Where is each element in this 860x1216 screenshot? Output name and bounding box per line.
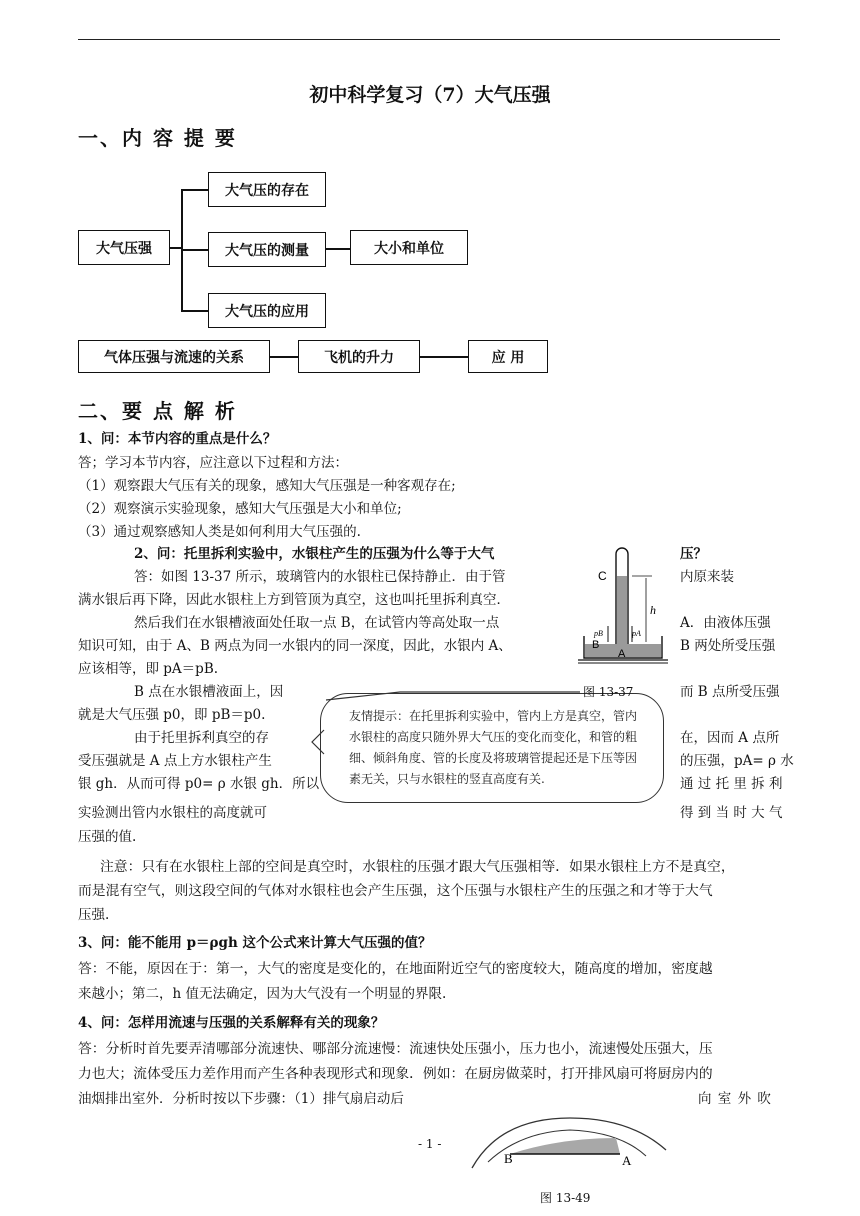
map-node-measurement: 大气压的测量	[208, 232, 326, 267]
connector	[181, 249, 208, 251]
airflow-figure	[470, 1110, 670, 1180]
answer-1-item-2: （2）观察演示实验现象，感知大气压强是大小和单位;	[78, 501, 402, 517]
map-node-root: 大气压强	[78, 230, 170, 265]
answer-2-line: 然后我们在水银槽液面处任取一点 B，在试管内等高处取一点	[134, 615, 500, 631]
question-2: 2、问：托里拆利实验中，水银柱产生的压强为什么等于大气	[134, 546, 495, 562]
answer-2-line-right: 得 到 当 时 大 气	[680, 805, 783, 821]
question-4: 4、问：怎样用流速与压强的关系解释有关的现象？	[78, 1015, 385, 1031]
label-c: C	[598, 569, 607, 583]
map-node-existence: 大气压的存在	[208, 172, 326, 207]
answer-2-line: 满水银后再下降，因此水银柱上方到管顶为真空，这也叫托里拆利真空．	[78, 592, 510, 608]
label-a: A	[622, 1153, 632, 1168]
answer-2-line: 由于托里拆利真空的存	[134, 730, 269, 746]
connector	[326, 248, 350, 250]
answer-2-line: B 点在水银槽液面上，因	[134, 684, 284, 700]
section-heading-1: 一、内 容 提 要	[78, 126, 237, 150]
answer-2-line: 应该相等，即 pA＝pB.	[78, 661, 219, 677]
answer-2-line-right: B 两处所受压强	[680, 638, 776, 654]
answer-2-line: 就是大气压强 p0，即 pB＝p0.	[78, 707, 266, 723]
answer-4-line: 力也大；流体受压力差作用而产生各种表现形式和现象．例如：在厨房做菜时，打开排风扇可将厨房内的	[78, 1066, 713, 1082]
label-h: h	[650, 603, 656, 617]
answer-2-line-right: 而 B 点所受压强	[680, 684, 780, 700]
note-line: 注意：只有在水银柱上部的空间是真空时，水银柱的压强才跟大气压强相等．如果水银柱上方不是真空，	[100, 859, 735, 875]
answer-2-line-right: 在，因而 A 点所	[680, 730, 780, 746]
question-3: 3、问：能不能用 p＝ρgh 这个公式来计算大气压强的值？	[78, 935, 432, 951]
label-a: A	[618, 648, 626, 660]
connector	[181, 310, 208, 312]
answer-2-line: 受压强就是 A 点上方水银柱产生	[78, 753, 272, 769]
map-node-application: 大气压的应用	[208, 293, 326, 328]
tip-callout: 友情提示：在托里拆利实验中，管内上方是真空，管内水银柱的高度只随外界大气压的变化而变化，和管的粗细、倾斜角度、管的长度及将玻璃管提起还是下压等因素无关，只与水银柱的竖直高度有关.	[320, 693, 664, 803]
header-rule	[78, 39, 780, 40]
section-heading-2: 二、要 点 解 析	[78, 399, 237, 423]
answer-1-item-3: （3）通过观察感知人类是如何利用大气压强的.	[78, 524, 361, 540]
map-node-lift: 飞机的升力	[298, 340, 420, 373]
connector	[420, 356, 468, 358]
label-pb: pB	[594, 629, 603, 638]
answer-2-line-right: A．由液体压强	[680, 615, 771, 631]
page-number: - 1 -	[418, 1137, 442, 1151]
label-pa: pA	[632, 629, 641, 638]
connector	[181, 189, 208, 191]
note-line: 压强.	[78, 907, 110, 923]
answer-1-item-1: （1）观察跟大气压有关的现象，感知大气压强是一种客观存在;	[78, 478, 456, 494]
map-node-gas-flow: 气体压强与流速的关系	[78, 340, 270, 373]
figure-caption-13-49: 图 13-49	[540, 1191, 591, 1205]
answer-4-line: 答：分析时首先要弄清哪部分流速快、哪部分流速慢：流速快处压强小，压力也小，流速慢处压强大，压	[78, 1041, 713, 1057]
figure-caption-13-37: 图 13-37	[583, 685, 634, 699]
answer-2-line-right: 通 过 托 里 拆 利	[680, 776, 783, 792]
answer-1: 答；学习本节内容，应注意以下过程和方法：	[78, 455, 348, 471]
answer-2-line: 知识可知，由于 A、B 两点为同一水银内的同一深度，因此，水银内 A、	[78, 638, 512, 654]
answer-2-line-right: 内原来装	[680, 569, 734, 585]
map-node-apply: 应 用	[468, 340, 548, 373]
question-1: 1、问：本节内容的重点是什么？	[78, 431, 277, 447]
answer-4-line-right: 向 室 外 吹	[698, 1091, 772, 1107]
page-title: 初中科学复习（7）大气压强	[309, 84, 551, 106]
connector	[270, 356, 298, 358]
note-line: 而是混有空气，则这段空间的气体对水银柱也会产生压强，这个压强与水银柱产生的压强之和才等于大气	[78, 883, 713, 899]
answer-2-line-right: 的压强，pA= ρ 水	[680, 753, 794, 769]
label-b: B	[504, 1151, 513, 1166]
answer-2-line: 实验测出管内水银柱的高度就可	[78, 805, 267, 821]
label-b: B	[592, 639, 600, 651]
answer-3-line: 来越小；第二，h 值无法确定，因为大气没有一个明显的界限.	[78, 986, 447, 1002]
question-2-end: 压？	[680, 546, 707, 562]
map-node-size-unit: 大小和单位	[350, 230, 468, 265]
answer-2-line: 压强的值.	[78, 829, 137, 845]
answer-2-line: 答：如图 13-37 所示，玻璃管内的水银柱已保持静止．由于管	[134, 569, 506, 585]
answer-3-line: 答：不能，原因在于：第一，大气的密度是变化的，在地面附近空气的密度较大，随高度的增加，密度越	[78, 961, 713, 977]
answer-4-line: 油烟排出室外．分析时按以下步骤：（1）排气扇启动后	[78, 1091, 404, 1107]
answer-2-line: 银 gh．从而可得 p0= ρ 水银 gh．所以	[78, 776, 320, 792]
torricelli-figure	[570, 540, 676, 680]
